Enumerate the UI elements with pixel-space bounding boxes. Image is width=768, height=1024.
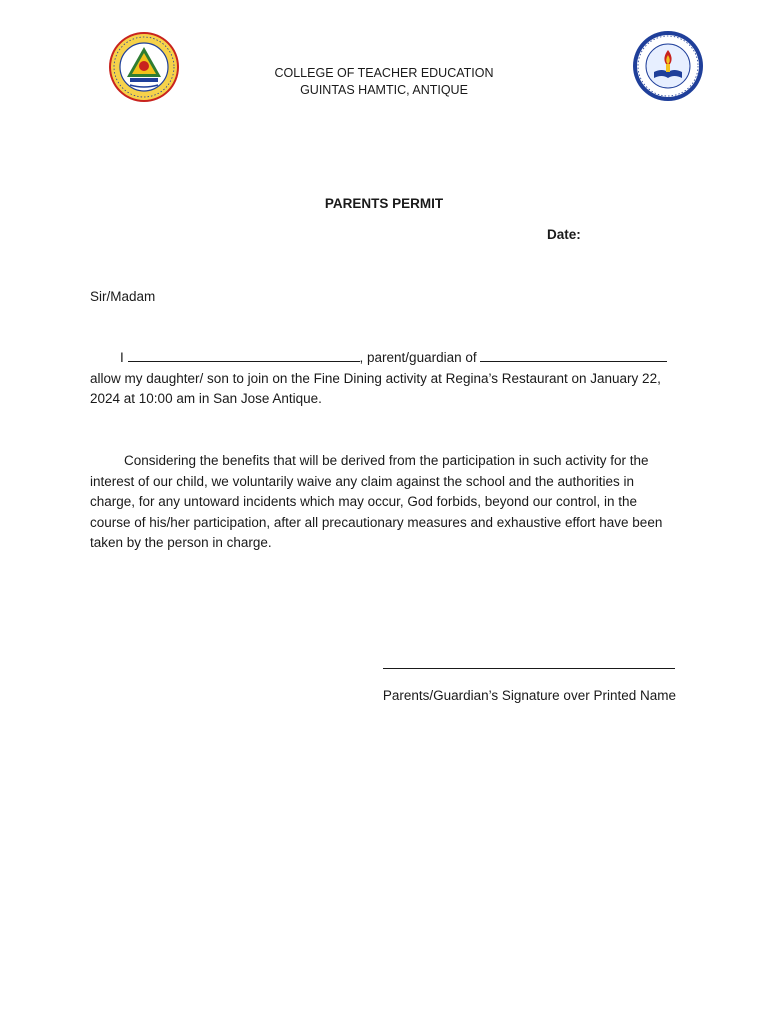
document-title: PARENTS PERMIT (324, 196, 444, 211)
signature-line (383, 668, 675, 669)
child-name-blank (480, 349, 667, 362)
parent-name-blank (128, 349, 360, 362)
college-address: GUINTAS HAMTIC, ANTIQUE (300, 83, 468, 97)
college-name: COLLEGE OF TEACHER EDUCATION (274, 66, 494, 80)
signature-label: Parents/Guardian’s Signature over Printed Name (382, 688, 676, 703)
pronoun-i: I (120, 350, 124, 365)
parent-guardian-of: , parent/guardian of (359, 350, 477, 365)
consent-paragraph (90, 348, 676, 410)
date-label: Date: (547, 227, 581, 242)
waiver-text: Considering the benefits that will be derived from the participation in such activity for the interest of our child, we voluntarily waive any claim against the school and the authorities in charge, for any untoward incidents which may occur, God forbids, beyond our control, in the course of his/her participation, after all precautionary measures and exhaustive effort have been taken by the person in charge. (90, 453, 663, 551)
activity-details: allow my daughter/ son to join on the Fine Dining activity at Regina’s Restaurant on January 22, 2024 at 10:00 am in San Jose Antique. (90, 370, 661, 407)
waiver-paragraph (90, 451, 676, 554)
salutation: Sir/Madam (90, 289, 156, 304)
